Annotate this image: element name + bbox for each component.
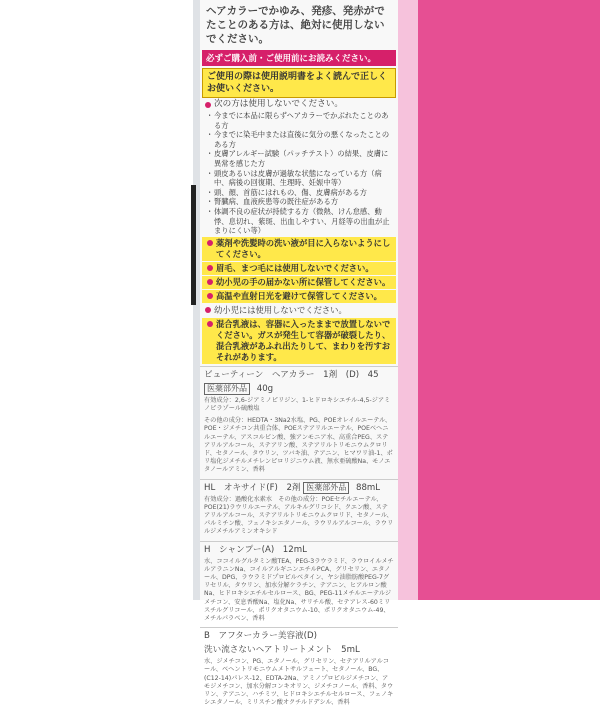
product-3-name: H シャンプー(A) 12mL bbox=[204, 544, 307, 555]
yellow-list-item: 高温や直射日光を避けて保管してください。 bbox=[202, 290, 396, 303]
list-item: ・ 頭、顔、首筋にはれもの、傷、皮膚病がある方 bbox=[200, 188, 398, 198]
warning-heading: ヘアカラーでかゆみ、発疹、発赤がでたことのある方は、絶対に使用しないでください。 bbox=[206, 5, 385, 45]
product-4-sub: 洗い流さないヘアトリートメント 5mL bbox=[204, 645, 360, 656]
notice-bar: 必ずご購入前・ご使用前にお読みください。 bbox=[202, 50, 396, 66]
left-background bbox=[0, 0, 198, 600]
product-1-meta bbox=[200, 381, 398, 395]
product-1-active: 有効成分：2,6-ジアミノピリジン、1-ヒドロキシエチル-4,5-ジアミノピラゾール硫酸塩 bbox=[204, 396, 391, 412]
list-item: ・ 今までに本品に限らずヘアカラーでかぶれたことのある方 bbox=[200, 111, 398, 130]
product-section bbox=[200, 627, 398, 709]
box-right-pale-edge bbox=[398, 0, 418, 600]
yellow-list-item: 薬剤や洗髪時の洗い液が目に入らないようにしてください。 bbox=[202, 237, 396, 261]
product-1-amount: 40g bbox=[256, 383, 274, 394]
box-side-dark-mark bbox=[191, 185, 196, 305]
product-4-name: B アフターカラー美容液(D) bbox=[204, 631, 317, 642]
list-item: ・ 皮膚アレルギー試験（パッチテスト）の結果、皮膚に異常を感じた方 bbox=[200, 149, 398, 168]
product-4-ingredients: 水、ジメチコン、PG、エタノール、グリセリン、セテアリルアルコール、ベヘントリモニウムメトサルフェート、セタノール、BG、(C12-14)パレス-12、EDTA-2Na、アミノプロピルジメチコン、アモジメチコン、加水分解コンキオリン、ジメチコノール、香料、タウリン、テアニン、ハチミツ、ヒドロキシエチルセルロース、フェノキシエタノール、ミリスチン酸オクチルドデシル、香料 bbox=[204, 658, 394, 707]
product-3-ingredients: 水、ココイルグルタミン酸TEA、PEG-3ラウラミド、ラウロイルメチルアラニンNa、コイルアルギニンエチルPCA、グリセリン、エタノール、DPG、ラウラミドプロピルベタイン、ヤシ油脂肪酸PEG-7グリセリル、タウリン、加水分解ケラチン、テアニン、ヒアルロン酸Na、ヒドロキシエチルセルロース、BG、PEG-11メチルエーテルジメチコン、安息香酸Na、塩化Na、サリチル酸、セテアレス-60ミリスチルグリコール、ポリクオタニウム-10、ポリクオタニウム-49、メチルパラベン、香料 bbox=[204, 557, 394, 622]
quasi-drug-badge: 医薬部外品 bbox=[204, 383, 250, 395]
mix-note: 混合乳液は、容器に入ったままで放置しないでください。ガスが発生して容器が破裂したり、混合乳液があふれ出たりして、まわりを汚すおそれがあります。 bbox=[202, 318, 396, 364]
list-item: ・ 腎臓病、血液疾患等の既往症がある方 bbox=[200, 197, 398, 207]
product-section bbox=[200, 366, 398, 477]
product-section bbox=[200, 479, 398, 539]
list-item: ・ 体調不良の症状が持続する方（微熱、けん怠感、動悸、息切れ、紫斑、出血しやすい、月経等の出血が止まりにくい等） bbox=[200, 207, 398, 236]
product-2-amount: 88mL bbox=[355, 482, 381, 493]
product-1-name: ビューティーン ヘアカラー 1剤 (D) 45 bbox=[204, 369, 379, 380]
yellow-list-item: 幼小児の手の届かない所に保管してください。 bbox=[202, 276, 396, 289]
product-1-other: その他の成分：HEDTA・3Na2水塩、PG、POEオレイルエーテル、POE・ジメチコン共重合体、POEステアリルエーテル、POEベヘニルエーテル、アスコルビン酸、強アンモニア水、高重合PEG、ステアリルアルコール、ステアリン酸、ステアリルトリモニウムクロリド、セタノール、タウリン、ツバキ油、テアニン、ヒマワリ油-1、ポリ塩化ジメチルメチレンピロリジニウム液、無水亜硫酸Na、モノエタノールアミン、香料 bbox=[204, 417, 393, 474]
box-right-pink-side bbox=[398, 0, 600, 600]
quasi-drug-badge: 医薬部外品 bbox=[303, 482, 349, 494]
product-section bbox=[200, 541, 398, 626]
product-2-name: HL オキサイド(F) 2剤 医薬部外品 88mL bbox=[204, 482, 381, 493]
child-note: 幼小児には使用しないでください。 bbox=[200, 304, 398, 317]
label-panel bbox=[200, 0, 398, 707]
list-item: ・ 今までに染毛中または直後に気分の悪くなったことのある方 bbox=[200, 130, 398, 149]
product-2-active: 有効成分：過酸化水素水 その他の成分：POEセチルエーテル、POE(21)ラウリルエーテル、アルキルグリコシド、クエン酸、ステアリルアルコール、ステアリルトリモニウムクロリド、セタノール、パルミチン酸、フェノキシエタノール、ラウリルアルコール、ラウリルジメチルアミンオキシド bbox=[204, 495, 394, 536]
do-not-use-heading: 次の方は使用しないでください。 bbox=[200, 98, 398, 111]
yellow-note: ご使用の際は使用説明書をよく読んで正しくお使いください。 bbox=[202, 68, 396, 98]
yellow-list-item: 眉毛、まつ毛には使用しないでください。 bbox=[202, 262, 396, 275]
list-item: ・ 頭皮あるいは皮膚が過敏な状態になっている方（病中、病後の回復期、生理時、妊娠中等） bbox=[200, 169, 398, 188]
